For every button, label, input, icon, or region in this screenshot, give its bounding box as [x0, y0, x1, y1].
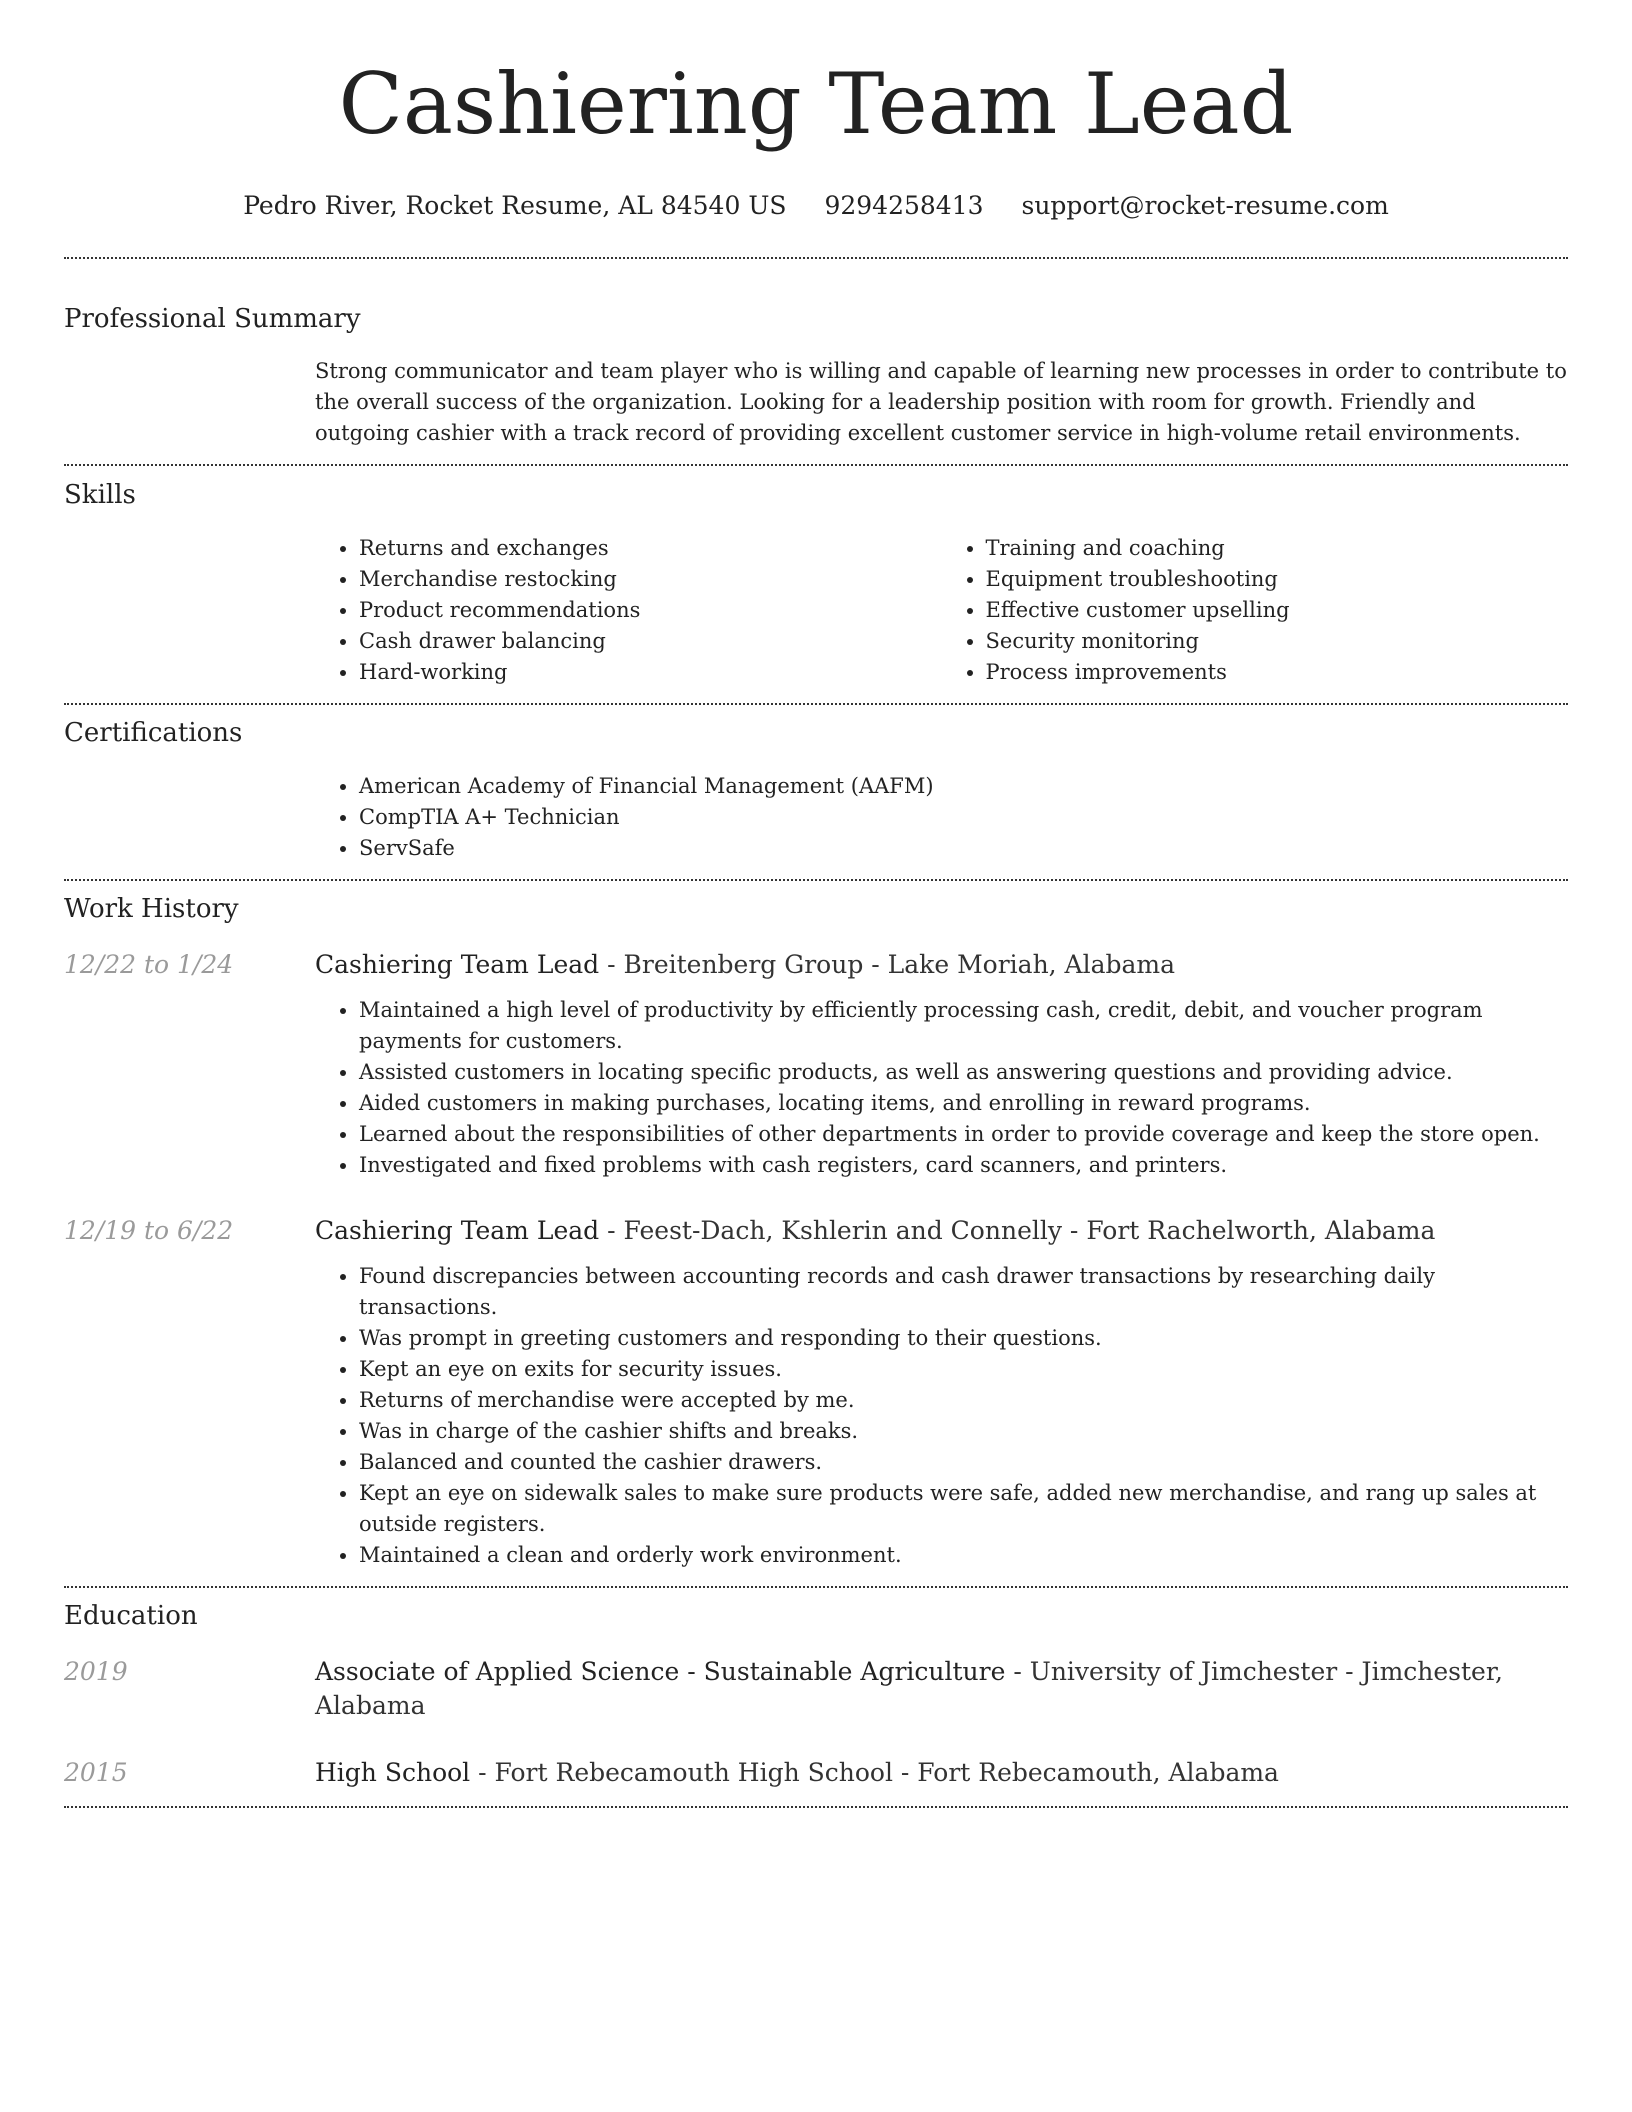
divider: [64, 464, 1568, 466]
skills-list: [315, 533, 1568, 688]
job-bullet: • Learned about the responsibilities of other departments in order to provide coverage and keep the store open.: [359, 1119, 1568, 1150]
job-role: Cashiering Team Lead: [315, 950, 600, 979]
job-entry: [64, 948, 1568, 982]
divider: [64, 879, 1568, 881]
certifications-list: [315, 771, 1568, 864]
skill-item: • Merchandise restocking: [359, 564, 942, 595]
job-bullet: • Returns of merchandise were accepted by me.: [359, 1385, 1568, 1416]
education-heading: [315, 1655, 1568, 1723]
section-title-education: Education: [64, 1601, 198, 1631]
job-company: - Feest-Dach, Kshlerin and Connelly - Fort Rachelworth, Alabama: [599, 1216, 1436, 1245]
job-bullet: • Kept an eye on exits for security issues.: [359, 1354, 1568, 1385]
job-bullets: [315, 1261, 1568, 1571]
job-bullet: • Kept an eye on sidewalk sales to make sure products were safe, added new merchandise, and rang up sales at outside registers.: [359, 1478, 1568, 1540]
job-bullet: • Maintained a clean and orderly work environment.: [359, 1540, 1568, 1571]
certification-item: • American Academy of Financial Management (AAFM): [359, 771, 1568, 802]
skill-item: • Cash drawer balancing: [359, 626, 942, 657]
job-company: - Breitenberg Group - Lake Moriah, Alabama: [599, 950, 1176, 979]
skill-item: • Effective customer upselling: [986, 595, 1569, 626]
education-heading: [315, 1756, 1279, 1790]
job-heading: [315, 948, 1175, 982]
resume-name: Cashiering Team Lead: [338, 55, 1294, 153]
education-degree: High School: [315, 1758, 471, 1787]
education-entry: [64, 1756, 1568, 1790]
skill-item: • Returns and exchanges: [359, 533, 942, 564]
job-entry: [64, 1214, 1568, 1248]
contact-phone: 9294258413: [824, 191, 984, 220]
section-title-summary: Professional Summary: [64, 304, 361, 334]
education-degree: Associate of Applied Science - Sustainable Agriculture: [315, 1657, 1006, 1686]
divider: [64, 1586, 1568, 1588]
skill-item: • Security monitoring: [986, 626, 1569, 657]
job-bullet: • Was prompt in greeting customers and responding to their questions.: [359, 1323, 1568, 1354]
contact-address: Pedro River, Rocket Resume, AL 84540 US: [243, 191, 787, 220]
job-role: Cashiering Team Lead: [315, 1216, 600, 1245]
education-school: - University of Jimchester - Jimchester, Alabama: [315, 1657, 1504, 1720]
skill-item: • Product recommendations: [359, 595, 942, 626]
job-dates: 12/19 to 6/22: [64, 1216, 234, 1245]
skill-item: • Process improvements: [986, 657, 1569, 688]
education-entry: [64, 1655, 1568, 1723]
skill-item: • Training and coaching: [986, 533, 1569, 564]
job-heading: [315, 1214, 1435, 1248]
skills-column-right: [942, 533, 1569, 688]
skill-item: • Hard-working: [359, 657, 942, 688]
job-bullet: • Balanced and counted the cashier drawers.: [359, 1447, 1568, 1478]
divider: [64, 257, 1568, 259]
section-title-certifications: Certifications: [64, 718, 243, 748]
education-year: 2015: [64, 1758, 128, 1787]
certification-item: • CompTIA A+ Technician: [359, 802, 1568, 833]
job-bullets: [315, 995, 1568, 1181]
job-bullet: • Maintained a high level of productivity by efficiently processing cash, credit, debit, and voucher program payments for customers.: [359, 995, 1568, 1057]
certification-item: • ServSafe: [359, 833, 1568, 864]
education-school: - Fort Rebecamouth High School - Fort Rebecamouth, Alabama: [470, 1758, 1279, 1787]
section-title-work-history: Work History: [64, 894, 239, 924]
skills-column-left: [315, 533, 942, 688]
divider: [64, 703, 1568, 705]
skill-item: • Equipment troubleshooting: [986, 564, 1569, 595]
job-bullet: • Was in charge of the cashier shifts and breaks.: [359, 1416, 1568, 1447]
job-bullet: • Assisted customers in locating specific products, as well as answering questions and providing advice.: [359, 1057, 1568, 1088]
education-year: 2019: [64, 1657, 128, 1686]
job-bullet: • Found discrepancies between accounting records and cash drawer transactions by researching daily transactions.: [359, 1261, 1568, 1323]
job-bullet: • Aided customers in making purchases, locating items, and enrolling in reward programs.: [359, 1088, 1568, 1119]
section-title-skills: Skills: [64, 480, 136, 510]
contact-line: [64, 190, 1568, 222]
divider: [64, 1806, 1568, 1808]
job-bullet: • Investigated and fixed problems with cash registers, card scanners, and printers.: [359, 1150, 1568, 1181]
summary-text: Strong communicator and team player who is willing and capable of learning new processes in order to contribute to the overall success of the organization. Looking for a leadership position with room for growth. Friendly and outgoing cashier with a track record of providing excellent customer service in high-volume retail environments.: [315, 359, 1567, 445]
contact-email: support@rocket-resume.com: [1021, 191, 1389, 220]
job-dates: 12/22 to 1/24: [64, 950, 234, 979]
